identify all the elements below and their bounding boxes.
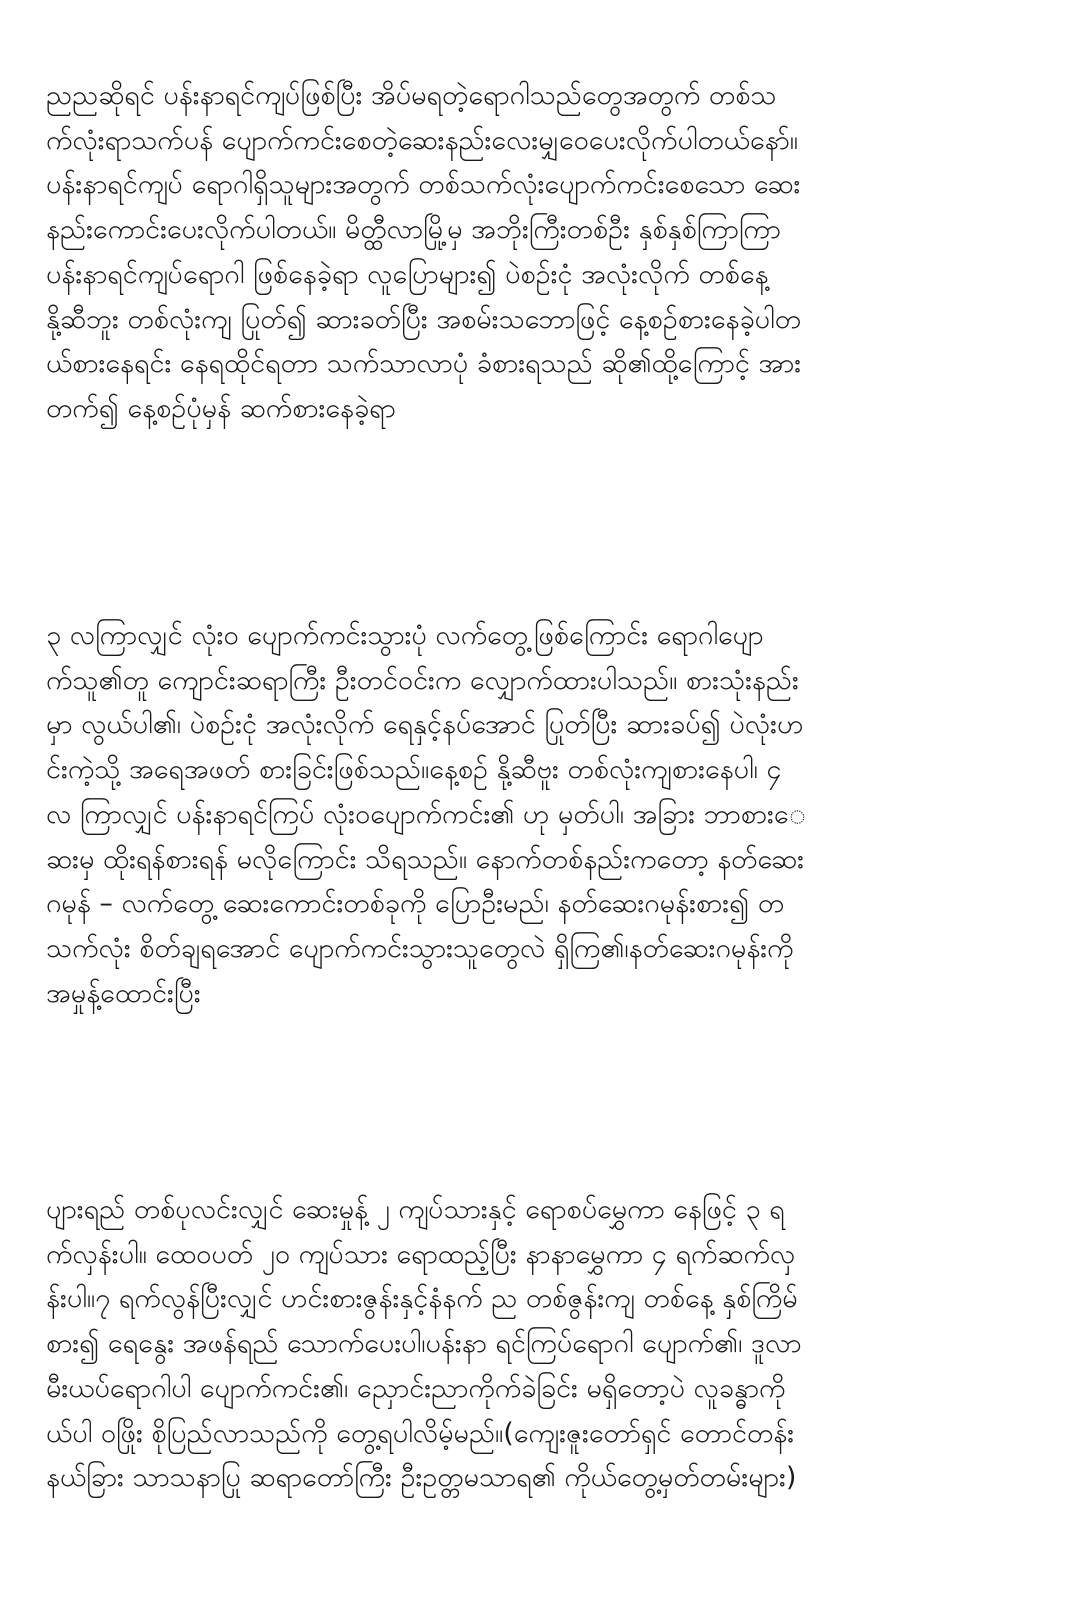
text-line: နည်းကောင်းပေးလိုက်ပါတယ်။ မိတ္ထီလာမြို့မှ အဘိုးကြီးတစ်ဦး နှစ်နှစ်ကြာကြာ <box>46 214 781 246</box>
text-line: ပန်းနာရင်ကျပ် ရောဂါရှိသူများအတွက် တစ်သက်လုံးပျောက်ကင်းစေသော ဆေး <box>46 169 801 201</box>
text-line: က်သူ၏တူ ကျောင်းဆရာကြီး ဦးတင်ဝင်းက လျှောက်ထားပါသည်။ စားသုံးနည်း <box>46 664 799 696</box>
text-line: လ ကြာလျှင် ပန်းနာရင်ကြပ် လုံးဝပျောက်ကင်း၏ ဟု မှတ်ပါ၊ အခြား ဘာစားေ <box>46 798 806 830</box>
text-line: နို့ဆီဘူး တစ်လုံးကျ ပြုတ်၍ ဆားခတ်ပြီး အစမ်းသဘောဖြင့် နေ့စဉ်စားနေခဲ့ပါတ <box>46 303 802 335</box>
text-line: န်းပါ။၇ ရက်လွန်ပြီးလျှင် ဟင်းစားဇွန်းနှင့်နံနက် ည တစ်ဇွန်းကျ တစ်နေ့ နှစ်ကြိမ် <box>46 1283 798 1315</box>
text-line: င်းကဲ့သို့ အရေအဖတ် စားခြင်းဖြစ်သည်။နေ့စဉ် နို့ဆီဗူး တစ်လုံးကျစားနေပါ၊ ၄ <box>46 754 782 786</box>
text-line: မီးယပ်ရောဂါပါ ပျောက်ကင်း၏၊ ညှောင်းညာကိုက်ခဲခြင်း မရှိတော့ပဲ လူခန္ဓာကို <box>46 1372 786 1404</box>
text-line: စား၍ ရေနွေး အဖန်ရည် သောက်ပေးပါ၊ပန်းနာ ရင်ကြပ်ရောဂါ ပျောက်၏၊ ဒူလာ <box>46 1328 802 1360</box>
text-line: ညညဆိုရင် ပန်းနာရင်ကျပ်ဖြစ်ပြီး အိပ်မရတဲ့ရောဂါသည်တွေအတွက် တစ်သ <box>46 80 777 111</box>
text-line: ယ်ပါ ဝဖြိုး စိုပြည်လာသည်ကို တွေ့ရပါလိမ့်မည်။(ကျေးဇူးတော်ရှင် တောင်တန်း <box>46 1417 795 1449</box>
text-line: က်လှန်းပါ။ ထေ၀ပတ် ၂၀ ကျပ်သား ရောထည့်ပြီး နာနာမွှေကာ ၄ ရက်ဆက်လှ <box>46 1238 796 1270</box>
paragraph-3 <box>46 1188 1042 1501</box>
text-line: ဆးမှ ထိုးရန်စားရန် မလိုကြောင်း သိရသည်။ နောက်တစ်နည်းကတော့ နတ်ဆေး <box>46 843 805 875</box>
text-line: က်လုံးရာသက်ပန် ပျောက်ကင်းစေတဲ့ဆေးနည်းလေးမျှဝေပေးလိုက်ပါတယ်နော်။ <box>46 124 798 156</box>
text-line: မှာ လွယ်ပါ၏၊ ပဲစဉ်းငုံ အလုံးလိုက် ရေနှင့်နပ်အောင် ပြုတ်ပြီး ဆားခပ်၍ ပဲလုံးဟ <box>46 709 804 741</box>
text-line: ၃ လကြာလျှင် လုံး၀ ပျောက်ကင်းသွားပုံ လက်တွေ့ဖြစ်ကြောင်း ရောဂါပျော <box>46 620 764 651</box>
paragraph-1 <box>46 74 1042 432</box>
text-line: ဂမုန် – လက်တွေ့ ဆေးကောင်းတစ်ခုကို ပြောဦးမည်၊ နတ်ဆေးဂမုန်းစား၍ တ <box>46 888 785 920</box>
text-line: တက်၍ နေ့စဉ်ပုံမှန် ဆက်စားနေခဲ့ရာ <box>46 392 396 424</box>
text-line: နယ်ခြား သာသနာပြု ဆရာတော်ကြီး ဦးဥတ္တမသာရ၏ ကိုယ်တွေ့မှတ်တမ်းများ) <box>46 1462 797 1494</box>
paragraph-2 <box>46 614 1042 1016</box>
text-line: ပျားရည် တစ်ပုလင်းလျှင် ဆေးမှုန့် ၂ ကျပ်သားနှင့် ရောစပ်မွှေကာ နေဖြင့် ၃ ရ <box>46 1194 785 1225</box>
text-line: ယ်စားနေရင်း နေရထိုင်ရတာ သက်သာလာပုံ ခံစားရသည် ဆို၏ထို့ကြောင့် အား <box>46 348 802 380</box>
text-line: ပန်းနာရင်ကျပ်ရောဂါ ဖြစ်နေခဲ့ရာ လူပြောများ၍ ပဲစဉ်းငုံ အလုံးလိုက် တစ်နေ့ <box>46 258 769 290</box>
text-line: အမှုန့်ထောင်းပြီး <box>46 977 201 1009</box>
text-line: သက်လုံး စိတ်ချရအောင် ပျောက်ကင်းသွားသူတွေလဲ ရှိကြ၏၊နတ်ဆေးဂမုန်းကို <box>46 932 794 964</box>
